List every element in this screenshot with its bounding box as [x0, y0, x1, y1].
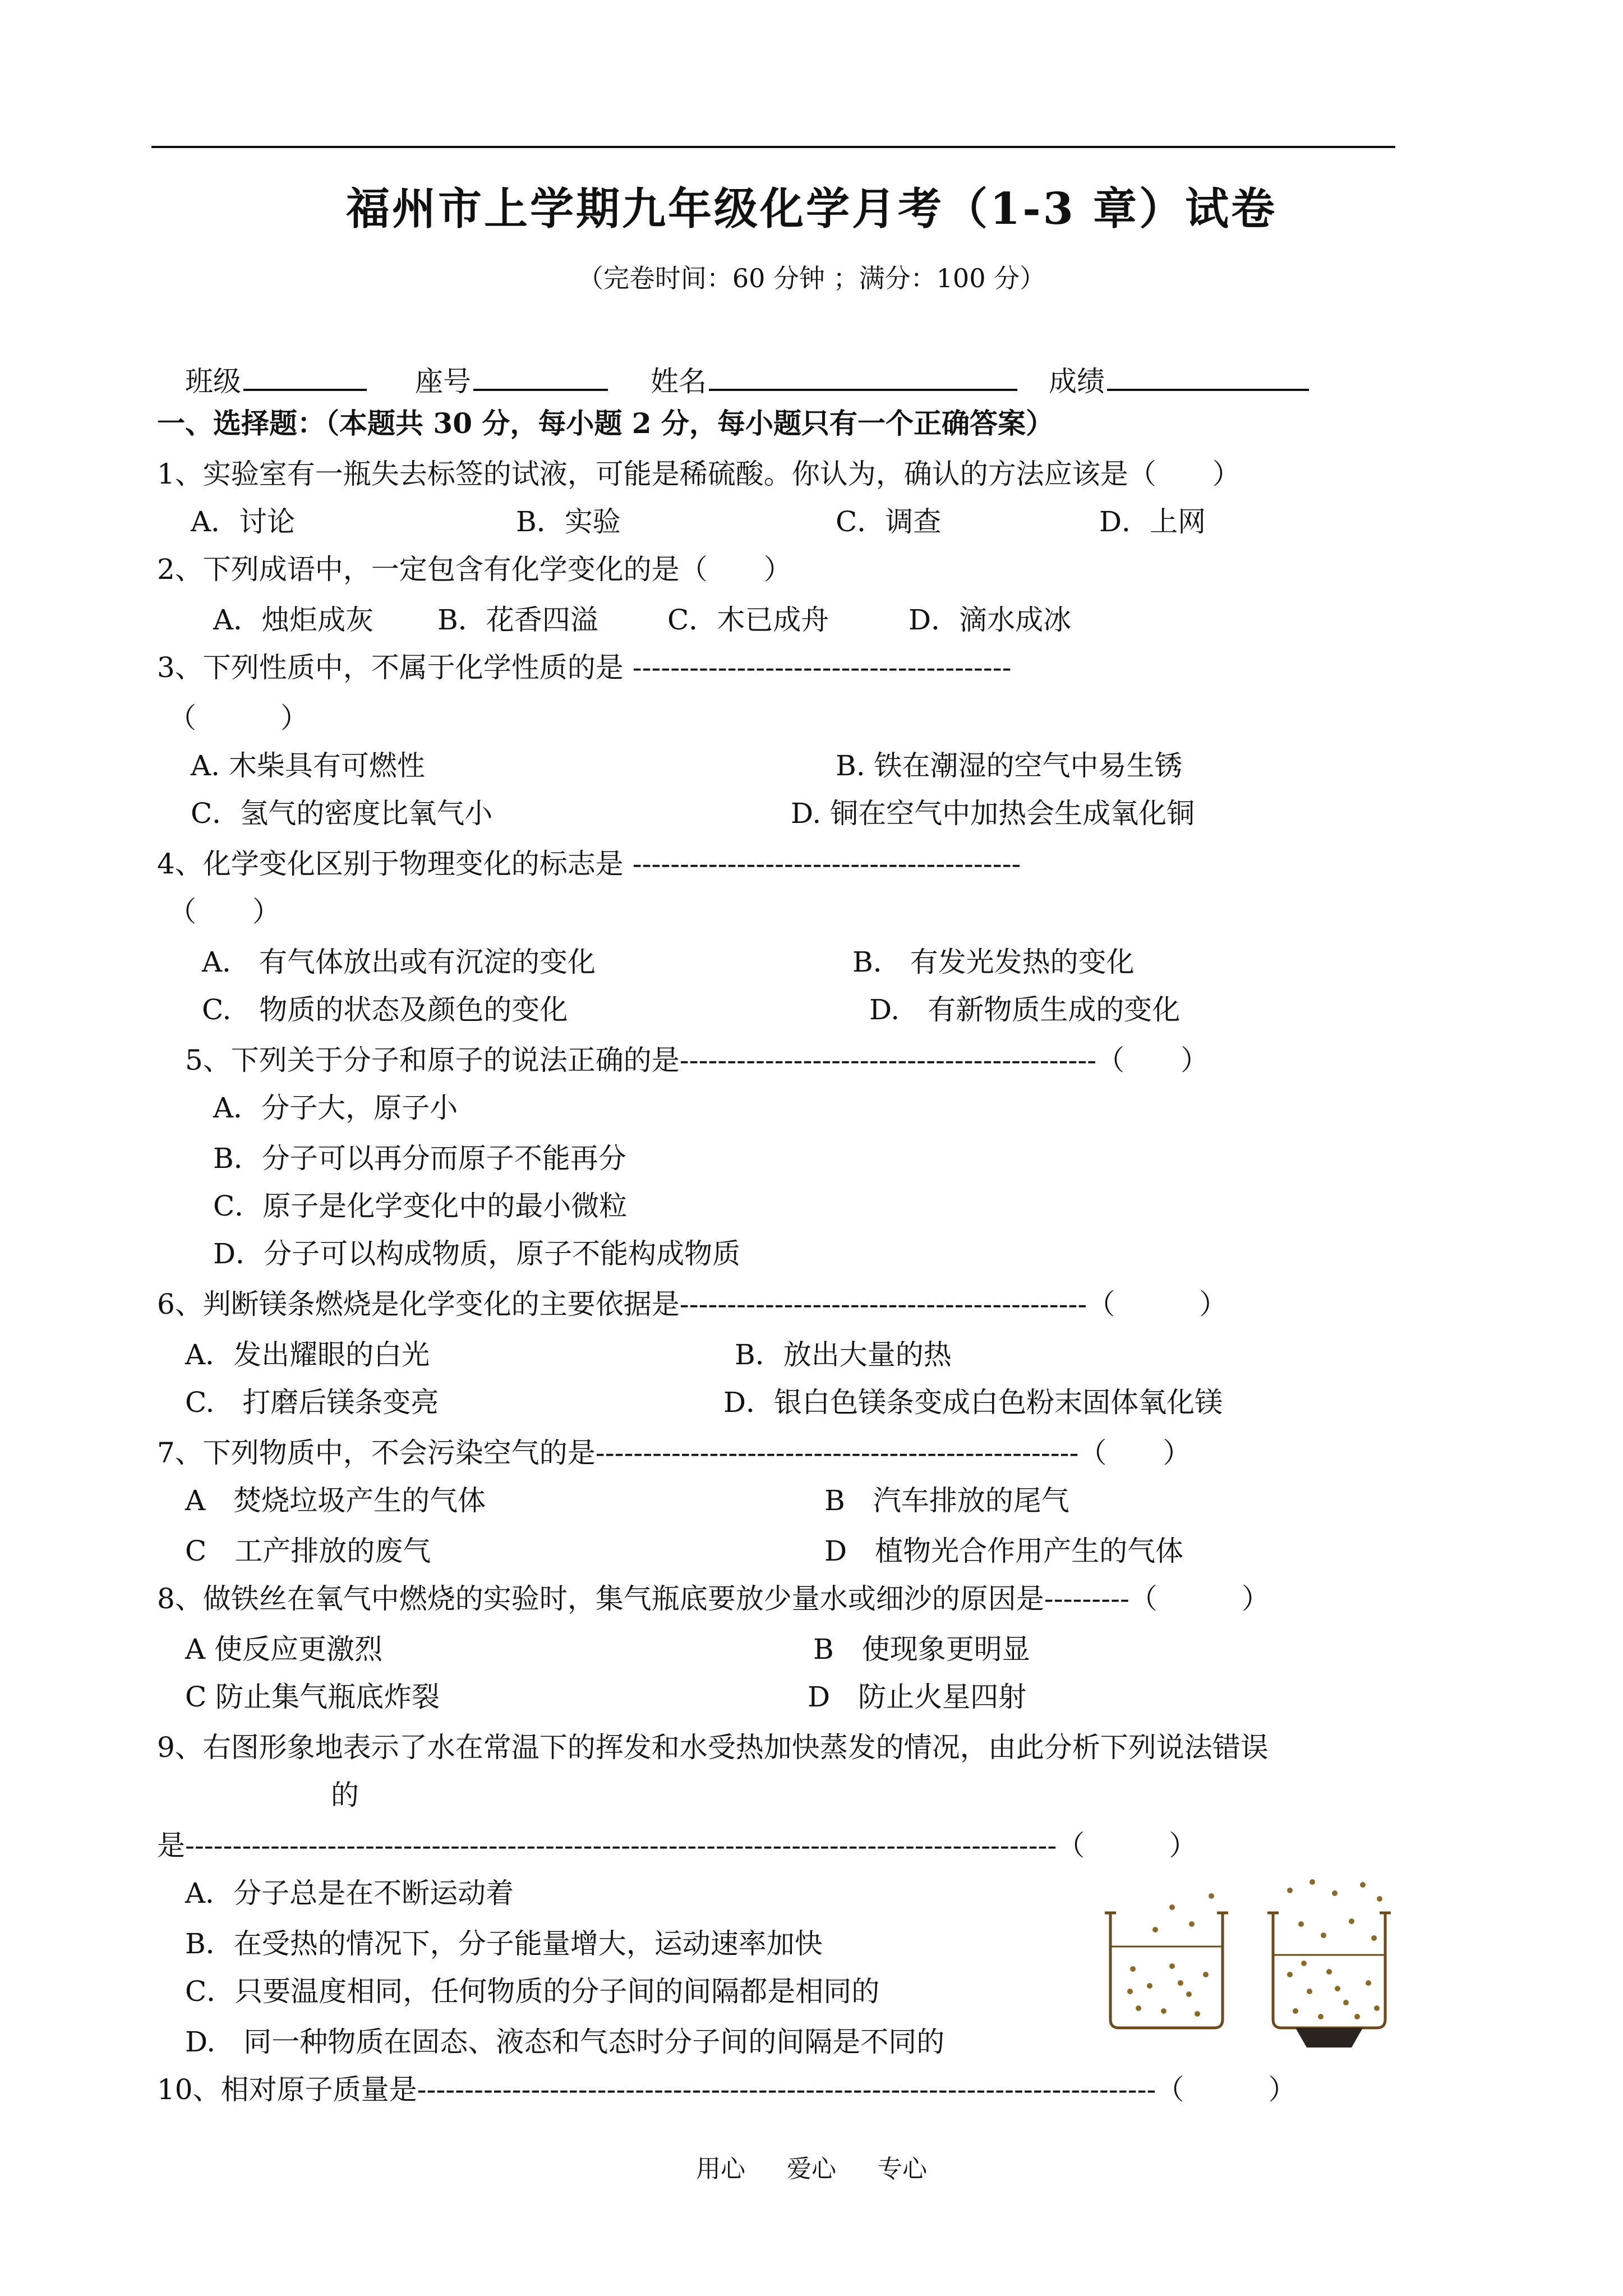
q8-stem: 8、做铁丝在氧气中燃烧的实验时，集气瓶底要放少量水或细沙的原因是---------（ ）: [157, 1582, 1270, 1615]
q9-option-c[interactable]: C．只要温度相同，任何物质的分子间的间隔都是相同的: [185, 1975, 880, 2008]
q5-stem: 5、下列关于分子和原子的说法正确的是--------------------------------------------（ ）: [185, 1044, 1209, 1076]
beakers-figure: [1099, 1874, 1402, 2053]
q9-stem: 9、右图形象地表示了水在常温下的挥发和水受热加快蒸发的情况，由此分析下列说法错误: [157, 1731, 1269, 1764]
q9-option-d[interactable]: D. 同一种物质在固态、液态和气态时分子间的间隔是不同的: [185, 2026, 945, 2058]
class-field[interactable]: [185, 359, 371, 399]
q5-option-c[interactable]: C．原子是化学变化中的最小微粒: [213, 1190, 628, 1222]
q7-option-d[interactable]: D 植物光合作用产生的气体: [824, 1535, 1184, 1567]
name-field[interactable]: [651, 359, 1022, 399]
q8-option-d[interactable]: D 防止火星四射: [808, 1681, 1027, 1713]
q4-option-a[interactable]: A． 有气体放出或有沉淀的变化: [202, 946, 596, 978]
name-blank[interactable]: [709, 362, 1017, 391]
q1-option-c[interactable]: C．调查: [836, 505, 942, 538]
q8-option-b[interactable]: B 使现象更明显: [813, 1633, 1030, 1665]
q6-option-a[interactable]: A．发出耀眼的白光: [185, 1338, 430, 1371]
q6-option-c[interactable]: C. 打磨后镁条变亮: [185, 1386, 439, 1419]
q7-option-c[interactable]: C 工产排放的废气: [185, 1535, 431, 1567]
q3-option-d[interactable]: D. 铜在空气中加热会生成氧化铜: [791, 797, 1195, 830]
q1-option-a[interactable]: A．讨论: [191, 505, 296, 538]
class-blank[interactable]: [243, 362, 367, 391]
q3-option-a[interactable]: A. 木柴具有可燃性: [191, 749, 425, 782]
score-label: 成绩: [1049, 365, 1105, 398]
q6-stem: 6、判断镁条燃烧是化学变化的主要依据是-------------------------------------------（ ）: [157, 1288, 1228, 1320]
q1-stem: 1、实验室有一瓶失去标签的试液，可能是稀硫酸。你认为，确认的方法应该是（ ）: [157, 458, 1241, 490]
seat-label: 座号: [415, 365, 471, 398]
q10-stem: 10、相对原子质量是------------------------------------------------------------------------------（ ）: [157, 2073, 1297, 2106]
q7-option-b[interactable]: B 汽车排放的尾气: [824, 1484, 1069, 1517]
q8-option-a[interactable]: A 使反应更激烈: [185, 1633, 383, 1665]
q2-option-b[interactable]: B．花香四溢: [437, 604, 598, 636]
q7-stem: 7、下列物质中，不会污染空气的是---------------------------------------------------（ ）: [157, 1437, 1191, 1469]
q5-option-d[interactable]: D．分子可以构成物质，原子不能构成物质: [213, 1237, 741, 1270]
q9-option-b[interactable]: B．在受热的情况下，分子能量增大，运动速率加快: [185, 1927, 823, 1960]
q6-option-b[interactable]: B．放出大量的热: [735, 1338, 952, 1371]
score-blank[interactable]: [1107, 362, 1309, 391]
section-heading: 一、选择题：（本题共 30 分，每小题 2 分，每小题只有一个正确答案）: [157, 407, 1054, 440]
q4-option-d[interactable]: D. 有新物质生成的变化: [869, 993, 1181, 1026]
name-label: 姓名: [651, 365, 707, 398]
q4-option-c[interactable]: C. 物质的状态及颜色的变化: [202, 993, 568, 1026]
q9-stem-tail: 是--------------------------------------------------------------------------------------------（ ）: [157, 1829, 1197, 1862]
class-label: 班级: [185, 365, 241, 398]
q5-option-b[interactable]: B．分子可以再分而原子不能再分: [213, 1142, 626, 1175]
beaker-room-temp: [1105, 1913, 1228, 2028]
q6-option-d[interactable]: D．银白色镁条变成白色粉末固体氧化镁: [723, 1386, 1223, 1419]
q3-option-b[interactable]: B. 铁在潮湿的空气中易生锈: [836, 749, 1183, 782]
page-footer: 用心 爱心 专心: [696, 2155, 927, 2183]
q1-option-b[interactable]: B．实验: [516, 505, 621, 538]
q1-option-d[interactable]: D．上网: [1099, 505, 1206, 538]
q3-option-c[interactable]: C．氢气的密度比氧气小: [191, 797, 493, 830]
q4-paren: （ ）: [168, 895, 280, 928]
q9-stem-continued: 的: [331, 1779, 359, 1811]
q9-option-a[interactable]: A．分子总是在不断运动着: [185, 1877, 514, 1910]
score-field[interactable]: [1049, 359, 1313, 399]
q2-option-d[interactable]: D．滴水成冰: [909, 604, 1072, 636]
q2-option-c[interactable]: C．木已成舟: [667, 604, 829, 636]
header-rule: [151, 146, 1395, 148]
q2-stem: 2、下列成语中，一定包含有化学变化的是（ ）: [157, 553, 792, 586]
q8-option-c[interactable]: C 防止集气瓶底炸裂: [185, 1681, 440, 1713]
q2-option-a[interactable]: A．烛炬成灰: [213, 604, 374, 636]
page-title: 福州市上学期九年级化学月考（1-3 章）试卷: [345, 183, 1278, 234]
q4-stem: 4、化学变化区别于物理变化的标志是 -----------------------------------------: [157, 848, 1021, 880]
q4-option-b[interactable]: B． 有发光发热的变化: [852, 946, 1135, 978]
seat-blank[interactable]: [473, 362, 608, 391]
q3-paren: （ ）: [168, 702, 308, 734]
page-subtitle: （完卷时间：60 分钟 ；满分：100 分）: [577, 263, 1046, 293]
q5-option-a[interactable]: A．分子大，原子小: [213, 1092, 458, 1124]
q3-stem: 3、下列性质中，不属于化学性质的是 ----------------------------------------: [157, 651, 1012, 684]
seat-field[interactable]: [415, 359, 612, 399]
q7-option-a[interactable]: A 焚烧垃圾产生的气体: [185, 1484, 486, 1517]
